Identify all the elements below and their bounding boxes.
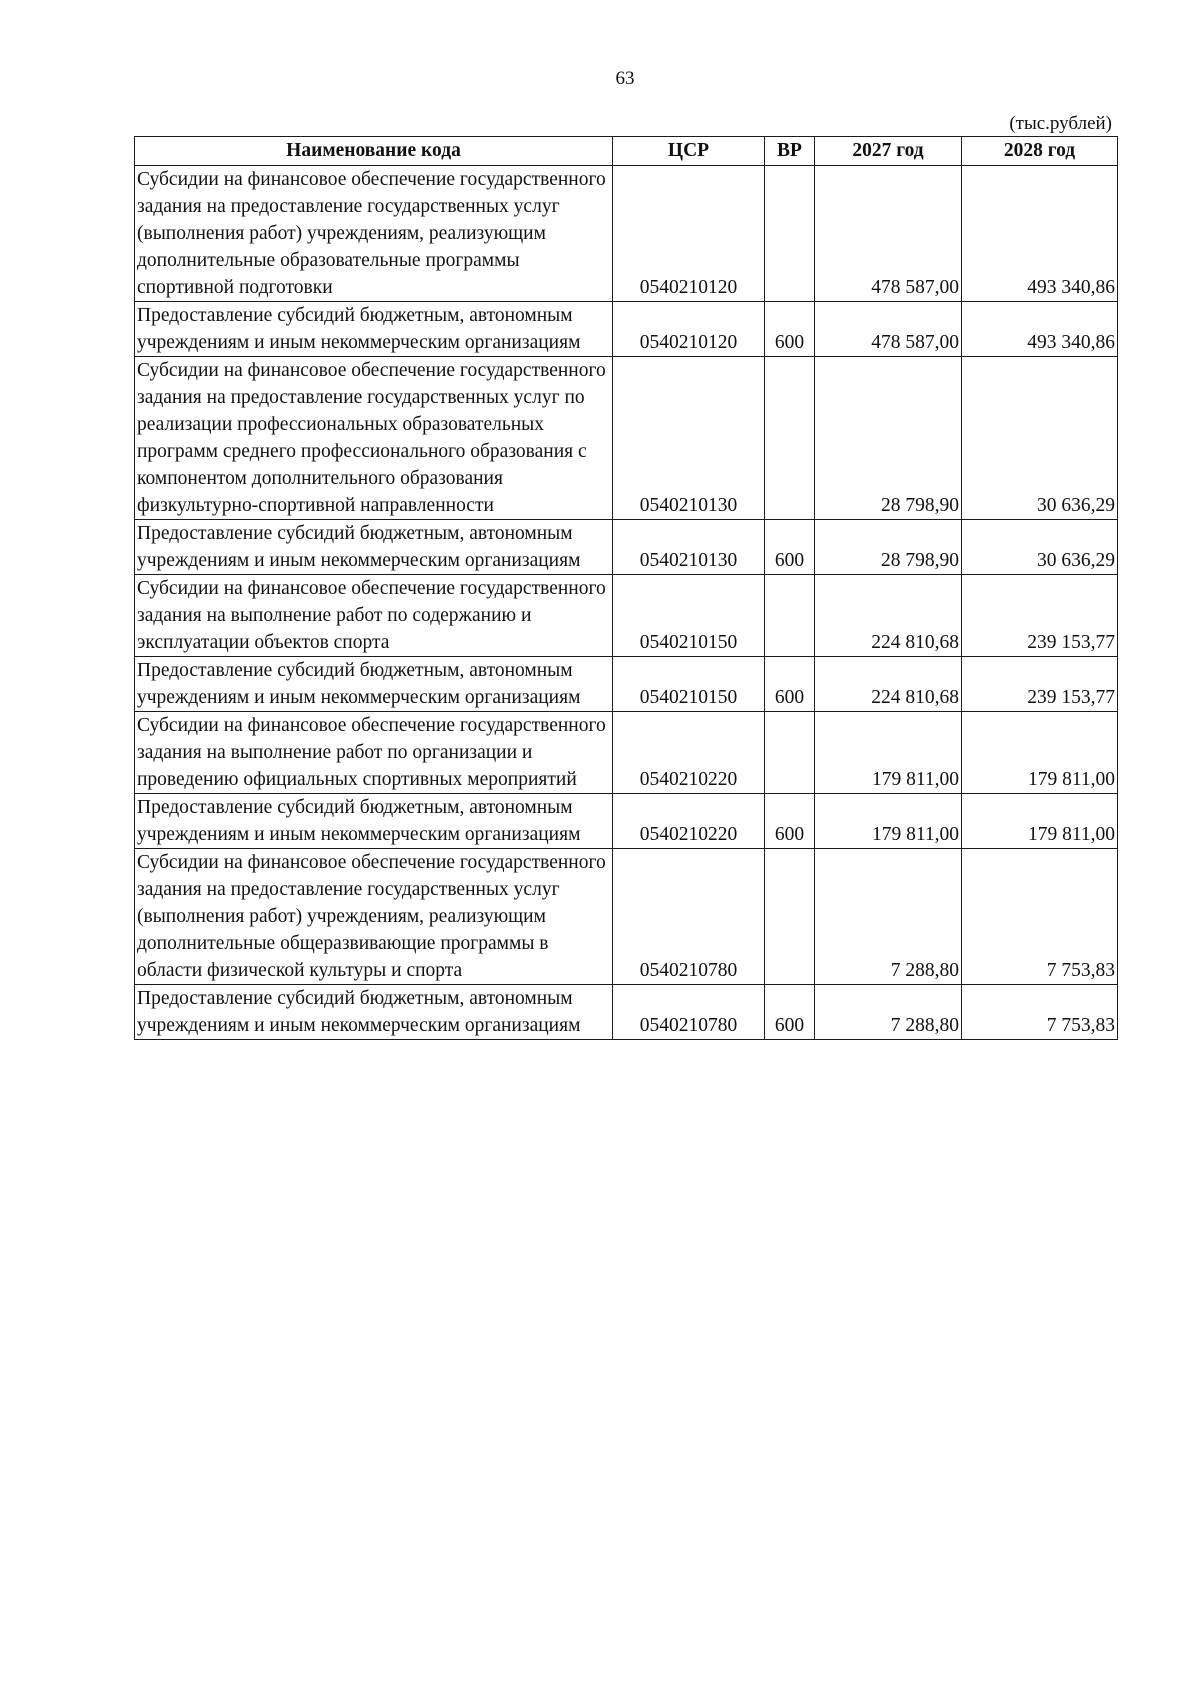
row-vr <box>765 166 815 302</box>
row-year-2027: 7 288,80 <box>815 985 962 1040</box>
header-csr: ЦСР <box>613 137 765 166</box>
row-year-2028: 239 153,77 <box>962 575 1118 657</box>
row-year-2028: 493 340,86 <box>962 302 1118 357</box>
header-vr: ВР <box>765 137 815 166</box>
header-year-2028: 2028 год <box>962 137 1118 166</box>
budget-table <box>134 136 1118 1040</box>
row-name: Предоставление субсидий бюджетным, автономным учреждениям и иным некоммерческим организациям <box>135 520 613 575</box>
row-csr: 0540210130 <box>613 520 765 575</box>
row-csr: 0540210130 <box>613 357 765 520</box>
row-year-2027: 179 811,00 <box>815 712 962 794</box>
row-vr <box>765 357 815 520</box>
row-year-2028: 7 753,83 <box>962 985 1118 1040</box>
table-row <box>135 849 1118 985</box>
row-csr: 0540210150 <box>613 657 765 712</box>
row-name: Предоставление субсидий бюджетным, автономным учреждениям и иным некоммерческим организациям <box>135 985 613 1040</box>
table-row <box>135 357 1118 520</box>
row-year-2027: 478 587,00 <box>815 166 962 302</box>
row-csr: 0540210150 <box>613 575 765 657</box>
row-vr <box>765 712 815 794</box>
row-year-2028: 30 636,29 <box>962 520 1118 575</box>
row-year-2027: 478 587,00 <box>815 302 962 357</box>
row-csr: 0540210120 <box>613 302 765 357</box>
header-year-2027: 2027 год <box>815 137 962 166</box>
row-csr: 0540210120 <box>613 166 765 302</box>
row-name: Субсидии на финансовое обеспечение государственного задания на выполнение работ по организации и проведению официальных спортивных мероприятий <box>135 712 613 794</box>
row-year-2027: 7 288,80 <box>815 849 962 985</box>
row-year-2028: 179 811,00 <box>962 712 1118 794</box>
table-row <box>135 166 1118 302</box>
table-row <box>135 657 1118 712</box>
page-number: 63 <box>615 68 635 89</box>
row-name: Предоставление субсидий бюджетным, автономным учреждениям и иным некоммерческим организациям <box>135 657 613 712</box>
units-label: (тыс.рублей) <box>1009 113 1112 134</box>
row-year-2027: 224 810,68 <box>815 575 962 657</box>
header-name: Наименование кода <box>135 137 613 166</box>
table-row <box>135 575 1118 657</box>
row-year-2028: 493 340,86 <box>962 166 1118 302</box>
row-year-2027: 28 798,90 <box>815 520 962 575</box>
row-year-2027: 179 811,00 <box>815 794 962 849</box>
table-row <box>135 302 1118 357</box>
row-year-2028: 7 753,83 <box>962 849 1118 985</box>
row-csr: 0540210780 <box>613 985 765 1040</box>
row-name: Предоставление субсидий бюджетным, автономным учреждениям и иным некоммерческим организациям <box>135 302 613 357</box>
row-year-2027: 224 810,68 <box>815 657 962 712</box>
table-row <box>135 520 1118 575</box>
row-name: Субсидии на финансовое обеспечение государственного задания на предоставление государственных услуг по реализации профессиональных образовательных программ среднего профессионального образования с компонентом дополнительного образования физкультурно-спортивной направленности <box>135 357 613 520</box>
table-header-row <box>135 137 1118 166</box>
table-row <box>135 794 1118 849</box>
row-csr: 0540210220 <box>613 794 765 849</box>
row-year-2027: 28 798,90 <box>815 357 962 520</box>
row-year-2028: 30 636,29 <box>962 357 1118 520</box>
row-vr: 600 <box>765 520 815 575</box>
row-year-2028: 179 811,00 <box>962 794 1118 849</box>
row-vr <box>765 575 815 657</box>
row-name: Субсидии на финансовое обеспечение государственного задания на выполнение работ по содержанию и эксплуатации объектов спорта <box>135 575 613 657</box>
row-vr <box>765 849 815 985</box>
row-vr: 600 <box>765 794 815 849</box>
row-name: Предоставление субсидий бюджетным, автономным учреждениям и иным некоммерческим организациям <box>135 794 613 849</box>
table-row <box>135 985 1118 1040</box>
row-year-2028: 239 153,77 <box>962 657 1118 712</box>
row-vr: 600 <box>765 657 815 712</box>
row-csr: 0540210780 <box>613 849 765 985</box>
row-name: Субсидии на финансовое обеспечение государственного задания на предоставление государственных услуг (выполнения работ) учреждениям, реализующим дополнительные общеразвивающие программы в области физической культуры и спорта <box>135 849 613 985</box>
row-vr: 600 <box>765 302 815 357</box>
row-csr: 0540210220 <box>613 712 765 794</box>
table-row <box>135 712 1118 794</box>
row-vr: 600 <box>765 985 815 1040</box>
row-name: Субсидии на финансовое обеспечение государственного задания на предоставление государственных услуг (выполнения работ) учреждениям, реализующим дополнительные образовательные программы спортивной подготовки <box>135 166 613 302</box>
